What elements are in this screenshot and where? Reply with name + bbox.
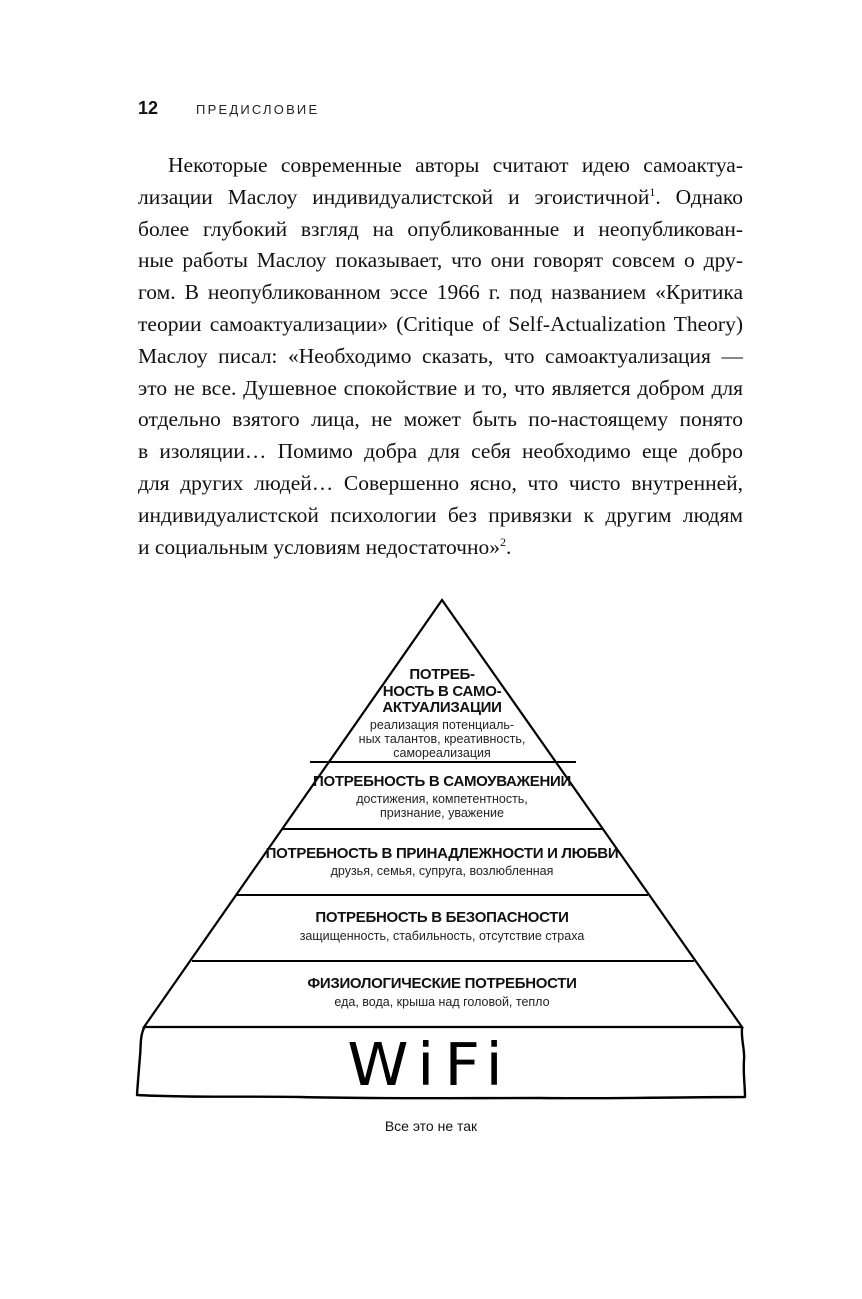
text-line: для других людей… Совершенно ясно, что чисто внутренней,	[138, 470, 743, 495]
text-line: отдельно взятого лица, не может быть по-настоящему понято	[138, 407, 743, 432]
tier-safety	[237, 909, 647, 943]
text-line: теории самоактуализации» (Critique of Self-Actualization Theory)	[138, 311, 743, 336]
tier-self-actualization	[332, 667, 552, 760]
wifi-handwritten-label: WiFi	[347, 1029, 513, 1100]
tier-esteem	[292, 773, 592, 820]
figure-caption: Все это не так	[384, 1118, 478, 1134]
text-line: Маслоу писал: «Необходимо сказать, что самоактуализация —	[138, 343, 743, 368]
text-line: ные работы Маслоу показывает, что они говорят совсем о дру-	[138, 248, 743, 273]
tier-title: ПОТРЕБНОСТЬ В САМОУВАЖЕНИИ	[313, 773, 571, 790]
tier-subtitle: еда, вода, крыша над головой, тепло	[334, 995, 550, 1009]
tier-title: ПОТРЕБНОСТЬ В ПРИНАДЛЕЖНОСТИ И ЛЮБВИ	[265, 845, 619, 862]
page-number: 12	[138, 98, 159, 118]
text-line: это не все. Душевное спокойствие и то, что является добром для	[138, 375, 743, 400]
text-line: и социальным условиям недостаточно»$^2$.	[138, 534, 512, 559]
tier-title: НОСТЬ В САМО-	[382, 682, 502, 700]
text-line: Некоторые современные авторы считают идею самоактуа-	[168, 153, 743, 177]
tier-title: ФИЗИОЛОГИЧЕСКИЕ ПОТРЕБНОСТИ	[307, 975, 577, 992]
tier-title: ПОТРЕБНОСТЬ В БЕЗОПАСНОСТИ	[315, 909, 569, 926]
tier-subtitle: признание, уважение	[380, 806, 504, 820]
pyramid-outline	[144, 600, 742, 1027]
tier-subtitle: друзья, семья, супруга, возлюбленная	[330, 864, 554, 878]
tier-title: ПОТРЕБ-	[409, 666, 475, 683]
text-line: в изоляции… Помимо добра для себя необходимо еще добро	[138, 439, 743, 464]
tier-subtitle: ных талантов, креативность,	[358, 731, 526, 746]
text-line: гом. В неопубликованном эссе 1966 г. под названием «Критика	[138, 280, 743, 305]
running-head: ПРЕДИСЛОВИЕ	[196, 102, 320, 117]
tier-physiological	[222, 975, 662, 1009]
text-line: лизации Маслоу индивидуалистской и эгоистичной$^1$. Однако	[138, 184, 743, 209]
tier-title: АКТУАЛИЗАЦИИ	[382, 699, 502, 716]
tier-belonging	[252, 845, 632, 878]
footnote-ref[interactable]: 1	[649, 184, 656, 199]
tier-subtitle: реализация потенциаль-	[369, 717, 515, 732]
tier-subtitle: достижения, компетентность,	[356, 792, 528, 806]
text-line: индивидуалистской психологии без привязки к другим людям	[138, 502, 743, 527]
footnote-ref[interactable]: 2	[499, 534, 506, 549]
running-header	[138, 98, 319, 119]
text-line: более глубокий взгляд на опубликованные и неопубликован-	[138, 216, 743, 241]
body-paragraph	[138, 150, 743, 563]
tier-subtitle: самореализация	[393, 745, 491, 760]
hand-drawn-base	[137, 1028, 745, 1098]
tier-subtitle: защищенность, стабильность, отсутствие страха	[299, 929, 585, 943]
